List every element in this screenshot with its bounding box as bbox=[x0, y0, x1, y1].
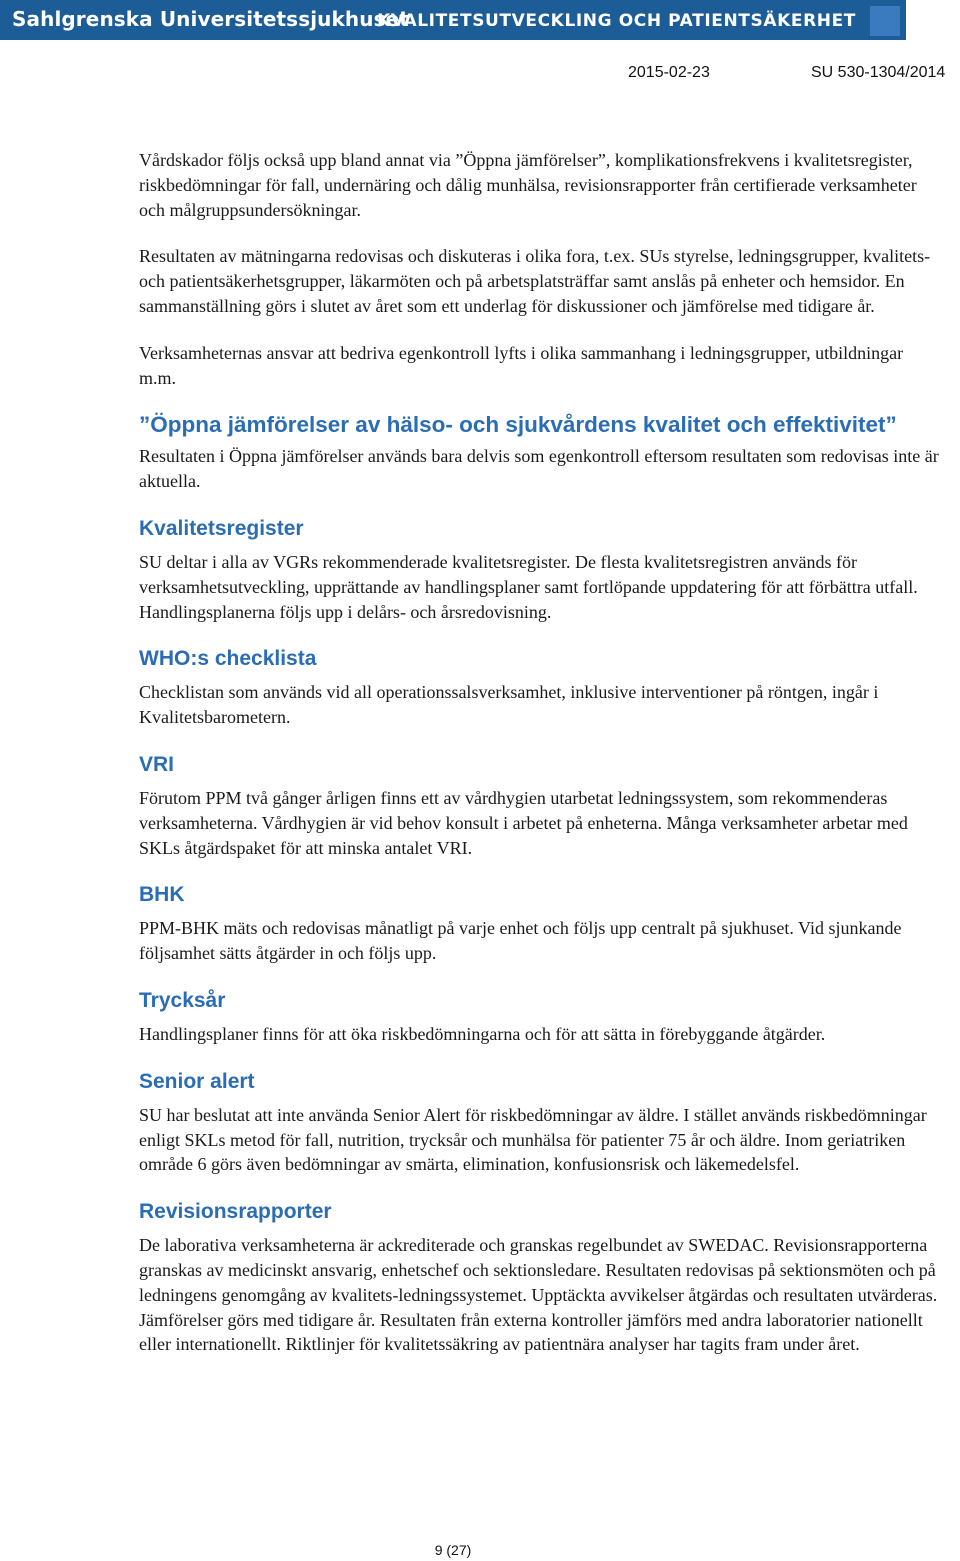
heading-revisionsrapporter: Revisionsrapporter bbox=[139, 1200, 332, 1224]
text-kvalitetsregister: SU deltar i alla av VGRs rekommenderade kvalitetsregister. De flesta kvalitetsregistren används för verksamhetsutveckling, upprättande av handlingsplaner samt fortlöpande uppdatering för att förbättra utfall. Handlingsplanerna följs upp i delårs- och årsredovisning. bbox=[139, 551, 918, 622]
text-trycksar: Handlingsplaner finns för att öka riskbedömningarna och för att sätta in förebyggande åtgärder. bbox=[139, 1023, 826, 1044]
page-number: 9 (27) bbox=[434, 1542, 472, 1558]
heading-kvalitetsregister: Kvalitetsregister bbox=[139, 516, 304, 540]
document-body bbox=[139, 148, 939, 1379]
heading-bhk: BHK bbox=[139, 883, 185, 907]
document-code: SU 530-1304/2014 bbox=[811, 64, 946, 81]
paragraph-results: Resultaten av mätningarna redovisas och diskuteras i olika fora, t.ex. SUs styrelse, ledningsgrupper, kvalitets- och patientsäkerhetsgrupper, läkarmöten och på arbetsplatsträffar samt anslås på enheter och hemsidor. En sammanställning görs i slutet av året som ett underlag för diskussioner och jämförelse med tidigare år. bbox=[139, 246, 931, 316]
heading-vri: VRI bbox=[139, 752, 175, 776]
heading-oppna-jamforelser: ”Öppna jämförelser av hälso- och sjukvårdens kvalitet och effektivitet” bbox=[139, 412, 897, 438]
heading-senior-alert: Senior alert bbox=[139, 1069, 255, 1093]
paragraph-responsibility: Verksamheternas ansvar att bedriva egenkontroll lyfts i olika sammanhang i ledningsgrupper, utbildningar m.m. bbox=[139, 342, 904, 388]
text-bhk: PPM-BHK mäts och redovisas månatligt på varje enhet och följs upp centralt på sjukhuset. Vid sjunkande följsamhet sätts åtgärder in och följs upp. bbox=[139, 918, 902, 964]
header-banner bbox=[0, 0, 906, 40]
heading-who-checklista: WHO:s checklista bbox=[139, 647, 317, 671]
text-vri: Förutom PPM två gånger årligen finns ett av vårdhygien utarbetat ledningssystem, som rekommenderas verksamheterna. Vårdhygien är vid behov konsult i arbetet på enheterna. Många verksamheter arbetar med SKLs åtgärdspaket för att minska antalet VRI. bbox=[139, 787, 908, 858]
heading-trycksar: Trycksår bbox=[139, 988, 226, 1012]
section-title: KVALITETSUTVECKLING OCH PATIENTSÄKERHET bbox=[377, 11, 856, 31]
text-oppna-jamforelser: Resultaten i Öppna jämförelser används bara delvis som egenkontroll eftersom resultaten som redovisas inte är aktuella. bbox=[139, 446, 939, 492]
text-senior-alert: SU har beslutat att inte använda Senior Alert för riskbedömningar av äldre. I stället används riskbedömningar enligt SKLs metod för fall, nutrition, trycksår och munhälsa för patienter 75 år och äldre. Inom geriatriken område 6 görs även bedömningar av smärta, elimination, konfusionsrisk och läkemedelsfel. bbox=[139, 1104, 927, 1175]
banner-logo-square bbox=[870, 6, 900, 36]
document-date: 2015-02-23 bbox=[628, 64, 710, 81]
org-name: Sahlgrenska Universitetssjukhuset bbox=[12, 7, 409, 31]
text-who-checklista: Checklistan som används vid all operationssalsverksamhet, inklusive interventioner på röntgen, ingår i Kvalitetsbarometern. bbox=[139, 682, 879, 728]
text-revisionsrapporter: De laborativa verksamheterna är ackrediterade och granskas regelbundet av SWEDAC. Revisionsrapporterna granskas av medicinskt ansvarig, enhetschef och sektionsledare. Resultaten redovisas på sektionsmöten och på ledningens genomgång av kvalitets-ledningssystemet. Upptäckta avvikelser åtgärdas och resultaten utvärderas. Jämförelser görs med tidigare år. Resultaten från externa kontroller jämförs med andra laboratorier nationellt eller internationellt. Riktlinjer för kvalitetssäkring av patientnära analyser har tagits fram under året. bbox=[139, 1235, 938, 1355]
paragraph-intro: Vårdskador följs också upp bland annat via ”Öppna jämförelser”, komplikationsfrekvens i kvalitetsregister, riskbedömningar för fall, undernäring och dålig munhälsa, revisionsrapporter från certifierade verksamheter och målgruppsundersökningar. bbox=[139, 150, 917, 220]
